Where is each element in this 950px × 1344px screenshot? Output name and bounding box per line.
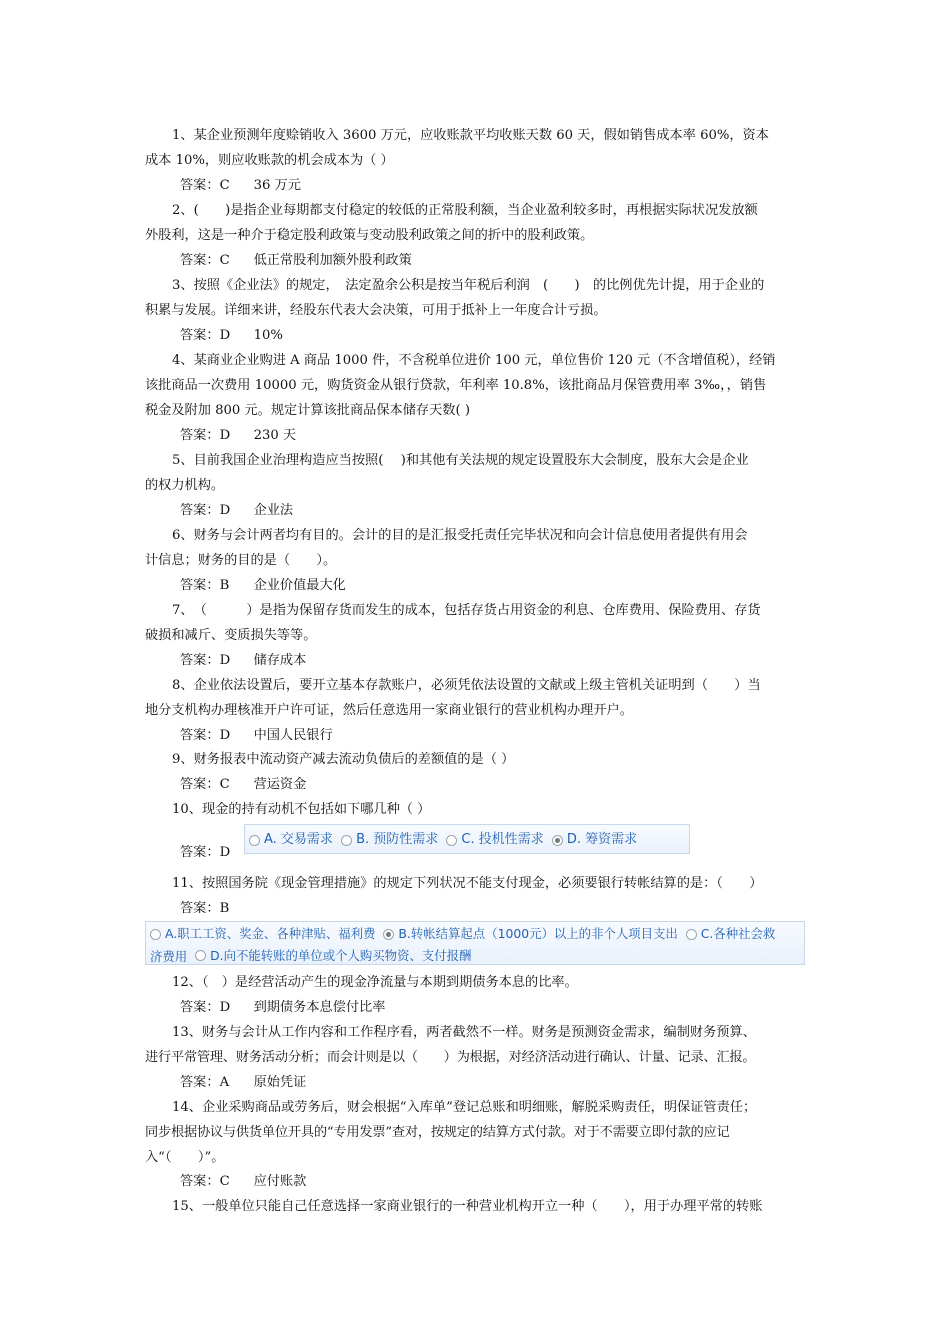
- q7-answer: 答案：D 储存成本: [180, 653, 307, 668]
- q13-answer: 答案：A 原始凭证: [180, 1075, 307, 1090]
- q14-line3: 入“（ ）”。: [145, 1150, 225, 1165]
- radio-unselected-icon: [686, 929, 697, 940]
- q11-line1: 11、按照国务院《现金管理措施》的规定下列状况不能支付现金，必须要银行转帐结算的是：（ ）: [172, 876, 763, 891]
- q11-options-strip: [145, 921, 805, 965]
- q12-line1: 12、（ ）是经营活动产生的现金净流量与本期到期债务本息的比率。: [172, 975, 578, 990]
- q4-answer: 答案：D 230 天: [180, 428, 297, 443]
- q14-line1: 14、企业采购商品或劳务后，财会根据“入库单”登记总账和明细账，解脱采购责任，明保证管责任；: [172, 1100, 757, 1115]
- radio-unselected-icon: [195, 950, 206, 961]
- q8-line1: 8、企业依法设置后，要开立基本存款账户，必须凭依法设置的文献或上级主管机关证明到（ ）当: [172, 678, 761, 693]
- radio-selected-icon: [552, 835, 563, 846]
- q3-line1: 3、按照《企业法》的规定， 法定盈余公积是按当年税后利润 ( ) 的比例优先计提，用于企业的: [172, 278, 765, 293]
- q5-answer: 答案：D 企业法: [180, 503, 294, 518]
- radio-unselected-icon: [446, 835, 457, 846]
- q3-answer: 答案：D 10%: [180, 328, 283, 343]
- q15-line1: 15、一般单位只能自己任意选择一家商业银行的一种营业机构开立一种（ ），用于办理平常的转账: [172, 1199, 763, 1214]
- q2-answer: 答案：C 低正常股利加额外股利政策: [180, 253, 412, 268]
- radio-unselected-icon: [341, 835, 352, 846]
- q10-option-d[interactable]: D. 筹资需求: [552, 825, 637, 855]
- q13-line2: 进行平常管理、财务活动分析；而会计则是以（ ）为根据，对经济活动进行确认、计量、记录、汇报。: [145, 1050, 756, 1065]
- q11-option-c[interactable]: C.各种社会救: [686, 924, 776, 944]
- q6-answer: 答案：B 企业价值最大化: [180, 578, 346, 593]
- q11-option-b[interactable]: B.转帐结算起点（1000元）以上的非个人项目支出: [383, 924, 677, 944]
- q10-options-strip: [244, 824, 690, 854]
- q8-line2: 地分支机构办理核准开户许可证，然后任意选用一家商业银行的营业机构办理开户。: [145, 703, 633, 718]
- q13-line1: 13、财务与会计从工作内容和工作程序看，两者截然不一样。财务是预测资金需求，编制财务预算、: [172, 1025, 756, 1040]
- radio-unselected-icon: [249, 835, 260, 846]
- q4-line1: 4、某商业企业购进 A 商品 1000 件，不含税单位进价 100 元，单位售价 120 元（不含增值税），经销: [172, 353, 776, 368]
- q4-line2: 该批商品一次费用 10000 元，购货资金从银行贷款，年利率 10.8%，该批商品月保管费用率 3‰，，销售: [145, 378, 767, 393]
- q1-line1: 1、某企业预测年度赊销收入 3600 万元，应收账款平均收账天数 60 天，假如销售成本率 60%，资本: [172, 128, 769, 143]
- q5-line2: 的权力机构。: [145, 478, 225, 493]
- q2-line2: 外股利，这是一种介于稳定股利政策与变动股利政策之间的折中的股利政策。: [145, 228, 594, 243]
- q12-answer: 答案：D 到期债务本息偿付比率: [180, 1000, 386, 1015]
- q5-line1: 5、目前我国企业治理构造应当按照( )和其他有关法规的规定设置股东大会制度，股东大会是企业: [172, 453, 749, 468]
- q6-line2: 计信息；财务的目的是（ ）。: [145, 553, 337, 568]
- q10-line1: 10、现金的持有动机不包括如下哪几种（ ）: [172, 802, 431, 817]
- q9-answer: 答案：C 营运资金: [180, 777, 307, 792]
- q10-option-a[interactable]: A. 交易需求: [249, 825, 333, 855]
- q14-answer: 答案：C 应付账款: [180, 1174, 307, 1189]
- q11-option-a[interactable]: A.职工工资、奖金、各种津贴、福利费: [150, 924, 375, 944]
- q6-line1: 6、财务与会计两者均有目的。会计的目的是汇报受托责任完毕状况和向会计信息使用者提供有用会: [172, 528, 748, 543]
- q1-answer: 答案：C 36 万元: [180, 178, 301, 193]
- q14-line2: 同步根据协议与供货单位开具的“专用发票”查对，按规定的结算方式付款。对于不需要立即付款的应记: [145, 1125, 730, 1140]
- q7-line1: 7、 （ ）是指为保留存货而发生的成本，包括存货占用资金的利息、仓库费用、保险费用、存货: [172, 603, 761, 618]
- q3-line2: 积累与发展。详细来讲，经股东代表大会决策，可用于抵补上一年度合计亏损。: [145, 303, 607, 318]
- q7-line2: 破损和减斤、变质损失等等。: [145, 628, 317, 643]
- q8-answer: 答案：D 中国人民银行: [180, 728, 333, 743]
- q10-answer: 答案：D: [180, 845, 231, 860]
- q9-line1: 9、财务报表中流动资产减去流动负债后的差额值的是（ ）: [172, 752, 515, 767]
- q2-line1: 2、( )是指企业每期都支付稳定的较低的正常股利额，当企业盈利较多时，再根据实际状况发放额: [172, 203, 758, 218]
- q1-line2: 成本 10%，则应收账款的机会成本为（ ）: [145, 153, 394, 168]
- q11-option-d[interactable]: D.向不能转账的单位或个人购买物资、支付报酬: [195, 946, 471, 966]
- radio-unselected-icon: [150, 929, 161, 940]
- q4-line3: 税金及附加 800 元。规定计算该批商品保本储存天数( ): [145, 403, 470, 418]
- radio-selected-icon: [383, 929, 394, 940]
- q11-answer: 答案：B: [180, 901, 230, 916]
- q10-option-c[interactable]: C. 投机性需求: [446, 825, 543, 855]
- q10-option-b[interactable]: B. 预防性需求: [341, 825, 438, 855]
- q11-option-c-cont: 济费用: [150, 949, 188, 964]
